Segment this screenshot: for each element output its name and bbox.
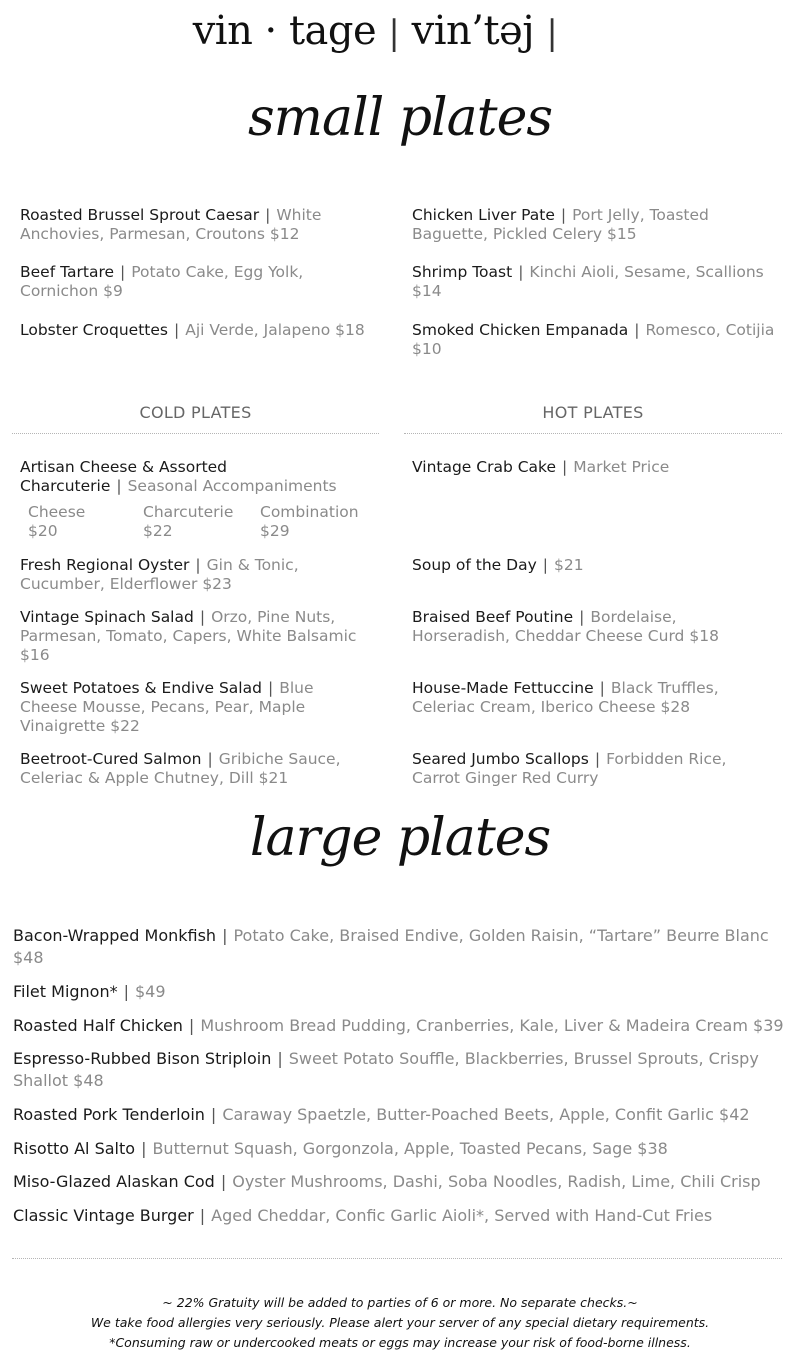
allergy-note: We take food allergies very seriously. Please alert your server of any special dietary requirements. xyxy=(90,1315,710,1330)
item-price: $48 xyxy=(73,1071,104,1090)
item-desc: Butternut Squash, Gorgonzola, Apple, Toasted Pecans, Sage xyxy=(152,1139,633,1158)
gratuity-note: ~ 22% Gratuity will be added to parties of 6 or more. No separate checks.~ xyxy=(162,1295,638,1310)
item-name: Filet Mignon* xyxy=(13,982,118,1001)
item-price: $18 xyxy=(689,627,719,645)
item-name: House-Made Fettuccine xyxy=(412,679,594,697)
menu-item: Roasted Brussel Sprout Caesar | White Anchovies, Parmesan, Croutons $12 xyxy=(20,206,322,243)
cheese-option xyxy=(28,503,138,541)
item-price: $28 xyxy=(660,698,691,716)
item-price: $10 xyxy=(412,340,442,358)
item-name: Smoked Chicken Empanada xyxy=(412,321,629,339)
raw-food-warning: *Consuming raw or undercooked meats or eggs may increase your risk of food-borne illness. xyxy=(109,1335,691,1350)
item-price: $39 xyxy=(753,1016,784,1035)
menu-item: Artisan Cheese & Assorted Charcuterie | Seasonal Accompaniments xyxy=(20,458,337,495)
item-desc: Oyster Mushrooms, Dashi, Soba Noodles, Radish, Lime, Chili Crisp xyxy=(232,1172,761,1191)
item-desc: Mushroom Bread Pudding, Cranberries, Kale, Liver & Madeira Cream xyxy=(200,1016,748,1035)
item-price: $15 xyxy=(606,225,637,243)
item-name: Risotto Al Salto xyxy=(13,1139,136,1158)
item-price: $23 xyxy=(202,575,232,593)
menu-item: Beetroot-Cured Salmon | Gribiche Sauce, Celeriac & Apple Chutney, Dill $21 xyxy=(20,750,341,787)
item-name: Roasted Pork Tenderloin xyxy=(13,1105,205,1124)
menu-item: Roasted Pork Tenderloin | Caraway Spaetzle, Butter-Poached Beets, Apple, Confit Garlic $42 xyxy=(13,1105,750,1124)
item-name: Chicken Liver Pate xyxy=(412,206,555,224)
menu-item: Miso-Glazed Alaskan Cod | Oyster Mushrooms, Dashi, Soba Noodles, Radish, Lime, Chili Crisp xyxy=(13,1172,761,1191)
item-name: Roasted Half Chicken xyxy=(13,1016,183,1035)
menu-item: Vintage Crab Cake | Market Price xyxy=(412,458,670,476)
menu-item: Fresh Regional Oyster | Gin & Tonic, Cucumber, Elderflower $23 xyxy=(20,556,299,593)
brand-phonetic: vin’təj xyxy=(411,8,535,54)
item-name: Soup of the Day xyxy=(412,556,537,574)
menu-item: Roasted Half Chicken | Mushroom Bread Pudding, Cranberries, Kale, Liver & Madeira Cream $39 xyxy=(13,1016,784,1035)
item-name: Classic Vintage Burger xyxy=(13,1206,194,1225)
item-price: $22 xyxy=(110,717,140,735)
item-name: Roasted Brussel Sprout Caesar xyxy=(20,206,260,224)
item-desc: Sweet Potato Souffle, Blackberries, Brussel Sprouts, Crispy Shallot xyxy=(13,1049,759,1090)
item-name: Espresso-Rubbed Bison Striploin xyxy=(13,1049,272,1068)
item-price: $14 xyxy=(412,282,442,300)
item-name: Beetroot-Cured Salmon xyxy=(20,750,202,768)
menu-item: Lobster Croquettes | Aji Verde, Jalapeno $18 xyxy=(20,321,365,339)
item-price: $21 xyxy=(258,769,289,787)
divider xyxy=(404,433,782,434)
option-price: $29 xyxy=(260,522,290,540)
item-desc: Black Truffles, Celeriac Cream, Iberico Cheese xyxy=(412,679,719,716)
menu-item: Shrimp Toast | Kinchi Aioli, Sesame, Scallions $14 xyxy=(412,263,764,300)
menu-item: Chicken Liver Pate | Port Jelly, Toasted Baguette, Pickled Celery $15 xyxy=(412,206,709,243)
item-desc: Romesco, Cotijia xyxy=(645,321,775,339)
menu-item: Braised Beef Poutine | Bordelaise, Horseradish, Cheddar Cheese Curd $18 xyxy=(412,608,719,645)
item-desc: $49 xyxy=(135,982,166,1001)
item-desc: Port Jelly, Toasted Baguette, Pickled Celery xyxy=(412,206,709,243)
large-plates-heading: large plates xyxy=(249,808,551,868)
divider: | xyxy=(546,13,558,53)
hot-plates-heading: HOT PLATES xyxy=(542,403,644,422)
item-name: Vintage Spinach Salad xyxy=(20,608,194,626)
menu-item: Espresso-Rubbed Bison Striploin | Sweet Potato Souffle, Blackberries, Brussel Sprouts, Crispy Shallot $48 xyxy=(13,1049,759,1090)
menu-item: Vintage Spinach Salad | Orzo, Pine Nuts, Parmesan, Tomato, Capers, White Balsamic $16 xyxy=(20,608,357,664)
small-plates-heading: small plates xyxy=(247,88,553,148)
item-desc: Gribiche Sauce, Celeriac & Apple Chutney, Dill xyxy=(20,750,341,787)
item-name: Lobster Croquettes xyxy=(20,321,168,339)
item-name: Shrimp Toast xyxy=(412,263,513,281)
menu-item: Risotto Al Salto | Butternut Squash, Gorgonzola, Apple, Toasted Pecans, Sage $38 xyxy=(13,1139,668,1158)
menu-item: Soup of the Day | $21 xyxy=(412,556,584,574)
item-price: $12 xyxy=(269,225,300,243)
item-desc: White Anchovies, Parmesan, Croutons xyxy=(20,206,322,243)
item-name: Sweet Potatoes & Endive Salad xyxy=(20,679,262,697)
item-desc: Blue Cheese Mousse, Pecans, Pear, Maple Vinaigrette xyxy=(20,679,314,735)
item-price: $16 xyxy=(20,646,50,664)
menu-item: Seared Jumbo Scallops | Forbidden Rice, Carrot Ginger Red Curry xyxy=(412,750,727,787)
item-price: $48 xyxy=(13,948,44,967)
item-desc: $21 xyxy=(553,556,584,574)
divider xyxy=(12,1258,782,1259)
item-desc: Forbidden Rice, Carrot Ginger Red Curry xyxy=(412,750,727,787)
option-label: Cheese xyxy=(28,503,86,521)
brand-word: vin · tage xyxy=(192,8,377,54)
cold-plates-heading: COLD PLATES xyxy=(139,403,252,422)
option-label: Charcuterie xyxy=(143,503,234,521)
item-desc: Aji Verde, Jalapeno xyxy=(185,321,331,339)
item-desc: Caraway Spaetzle, Butter-Poached Beets, Apple, Confit Garlic xyxy=(222,1105,714,1124)
item-desc: Potato Cake, Braised Endive, Golden Raisin, “Tartare” Beurre Blanc xyxy=(233,926,769,945)
item-price: $18 xyxy=(335,321,365,339)
menu-item: Filet Mignon* | $49 xyxy=(13,982,166,1001)
item-desc: Market Price xyxy=(573,458,670,476)
menu-item: Bacon-Wrapped Monkfish | Potato Cake, Braised Endive, Golden Raisin, “Tartare” Beurre Blanc $48 xyxy=(13,926,769,967)
item-name: Vintage Crab Cake xyxy=(412,458,557,476)
footer-notes xyxy=(0,1293,800,1353)
item-name: Braised Beef Poutine xyxy=(412,608,574,626)
menu-item: Classic Vintage Burger | Aged Cheddar, Confic Garlic Aioli*, Served with Hand-Cut Fries xyxy=(13,1206,713,1225)
item-desc: Bordelaise, Horseradish, Cheddar Cheese Curd xyxy=(412,608,685,645)
item-price: $38 xyxy=(637,1139,668,1158)
menu-item: Smoked Chicken Empanada | Romesco, Cotijia $10 xyxy=(412,321,775,358)
menu-item: House-Made Fettuccine | Black Truffles, Celeriac Cream, Iberico Cheese $28 xyxy=(412,679,719,716)
item-name: Miso-Glazed Alaskan Cod xyxy=(13,1172,215,1191)
item-price: $42 xyxy=(719,1105,750,1124)
item-desc: Aged Cheddar, Confic Garlic Aioli*, Served with Hand-Cut Fries xyxy=(211,1206,713,1225)
option-price: $22 xyxy=(143,522,173,540)
item-price: $9 xyxy=(103,282,123,300)
item-name: Bacon-Wrapped Monkfish xyxy=(13,926,217,945)
menu-item: Sweet Potatoes & Endive Salad | Blue Cheese Mousse, Pecans, Pear, Maple Vinaigrette $22 xyxy=(20,679,314,735)
item-name: Beef Tartare xyxy=(20,263,115,281)
item-desc: Gin & Tonic, Cucumber, Elderflower xyxy=(20,556,299,593)
menu-item: Beef Tartare | Potato Cake, Egg Yolk, Cornichon $9 xyxy=(20,263,304,300)
restaurant-logo xyxy=(0,8,750,54)
divider: | xyxy=(388,13,400,53)
item-desc: Orzo, Pine Nuts, Parmesan, Tomato, Capers, White Balsamic xyxy=(20,608,357,645)
divider xyxy=(12,433,379,434)
combination-option xyxy=(260,503,375,541)
item-desc: Seasonal Accompaniments xyxy=(127,477,337,495)
item-desc: Kinchi Aioli, Sesame, Scallions xyxy=(529,263,764,281)
item-name: Fresh Regional Oyster xyxy=(20,556,190,574)
item-name: Seared Jumbo Scallops xyxy=(412,750,589,768)
item-name: Artisan Cheese & Assorted Charcuterie xyxy=(20,458,228,495)
option-label: Combination xyxy=(260,503,359,521)
item-desc: Potato Cake, Egg Yolk, Cornichon xyxy=(20,263,304,300)
charcuterie-option xyxy=(143,503,253,541)
option-price: $20 xyxy=(28,522,58,540)
